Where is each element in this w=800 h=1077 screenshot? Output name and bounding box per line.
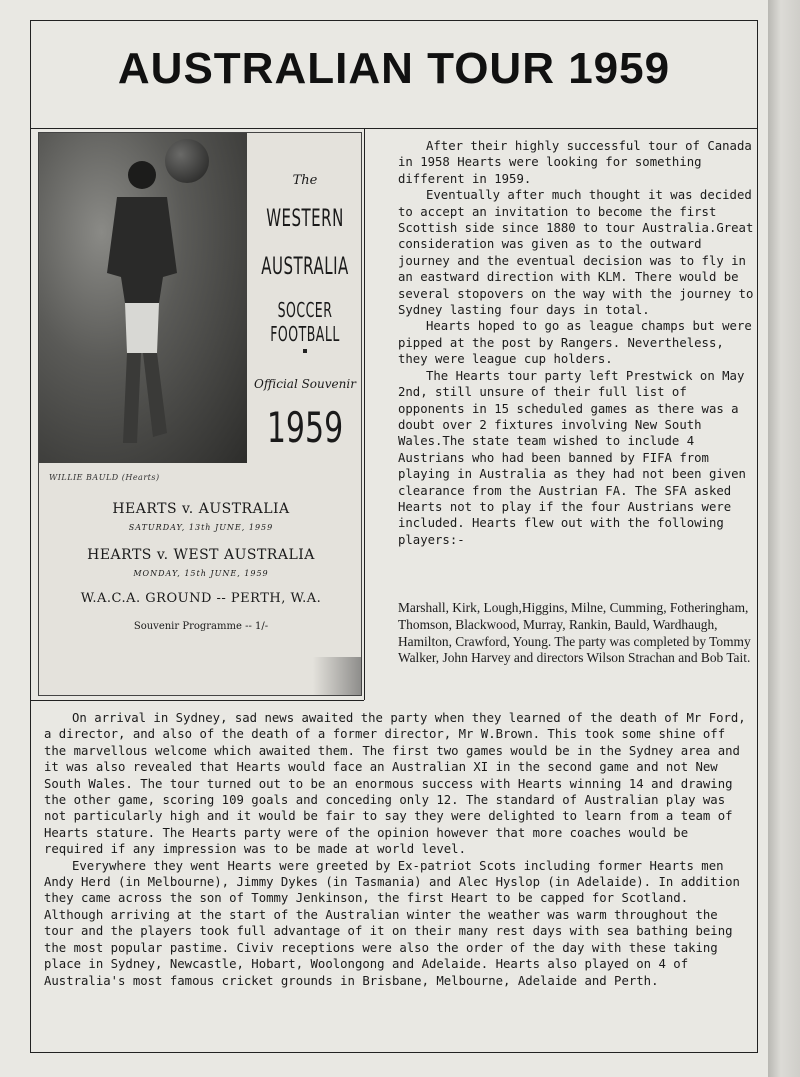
- player-photo: [39, 133, 247, 463]
- cover-match-1: HEARTS v. AUSTRALIA: [112, 501, 290, 517]
- paragraph: Everywhere they went Hearts were greeted by Ex-patriot Scots including former Hearts men Andy Herd (in Melbourne), Jimmy Dykes (in Tasmania) and Alec Hyslop (in Adelaide). In addition they came across the son of Tommy Jenkinson, the first Heart to be capped for Scotland. Although arriving at the start of the Australian winter the weather was warm throughout the tour and the players took full advantage of it on their many rest days with sea bathing being the most popular pastime. Civiv receptions were also the order of the day with these taking place in Sydney, Newcastle, Hobart, Woolongong and Adelaide. Hearts also played on 4 of Australia's most famous cricket grounds in Brisbane, Melbourne, Adelaide and Perth.: [44, 858, 740, 988]
- souvenir-programme-cover: [38, 132, 362, 696]
- cover-divider-horizontal: [30, 700, 364, 701]
- article-title: AUSTRALIAN TOUR 1959: [117, 44, 671, 93]
- cover-price: Souvenir Programme -- 1/-: [133, 621, 269, 632]
- paragraph: Eventually after much thought it was decided to accept an invitation to become the first Scottish side since 1880 to tour Australia.Great consideration was given as to the outward journey and the eventual decision was to fly in an eastward direction with KLM. There would be several stopovers on the way with the journey to Sydney lasting four days in total.: [398, 188, 754, 318]
- cover-date-2: MONDAY, 15th JUNE, 1959: [133, 569, 269, 578]
- photo-caption: WILLIE BAULD (Hearts): [49, 473, 160, 482]
- cover-bullet: [303, 349, 307, 353]
- cover-line-soccer: SOCCER FOOTBALL: [270, 298, 340, 346]
- bottom-text: [44, 710, 754, 989]
- player-silhouette-image: [97, 153, 187, 453]
- cover-divider-vertical: [364, 128, 365, 700]
- cover-official-souvenir: Official Souvenir: [254, 377, 356, 391]
- cover-the: The: [292, 173, 318, 188]
- cover-line-australia: AUSTRALIA: [261, 251, 349, 281]
- paragraph: On arrival in Sydney, sad news awaited the party when they learned of the death of Mr Ford, a director, and also of the death of a former director, Mr W.Brown. This took some shine off the marvellous welcome which awaited them. The first two games would be in the Sydney area and it was also revealed that Hearts would face an Australian XI in the second game and not New South Wales. The tour turned out to be an enormous success with Hearts winning 14 and drawing the other game, scoring 109 goals and conceding only 12. The standard of Australian play was not particularly high and it would be fair to say they were delighted to learn from a team of Hearts stature. The Hearts party were of the opinion however that more coaches would be required if any impression was to be made at world level.: [44, 711, 746, 857]
- players-list: Marshall, Kirk, Lough,Higgins, Milne, Cumming, Fotheringham, Thomson, Blackwood, Murray, Rankin, Bauld, Wardhaugh, Hamilton, Crawford, Young. The party was completed by Tommy Walker, John Harvey and directors Wilson Strachan and Bob Tait.: [398, 600, 751, 666]
- paragraph: After their highly successful tour of Canada in 1958 Hearts were looking for something different in 1959.: [398, 139, 752, 186]
- cover-ground: W.A.C.A. GROUND -- PERTH, W.A.: [80, 591, 322, 606]
- cover-match-2: HEARTS v. WEST AUSTRALIA: [87, 547, 315, 563]
- page-edge-shadow: [768, 0, 800, 1077]
- paragraph: Hearts hoped to go as league champs but were pipped at the post by Rangers. Nevertheless, they were league cup holders.: [398, 319, 752, 367]
- cover-damage-shading: [39, 657, 361, 695]
- cover-heading: [249, 133, 361, 463]
- cover-year: 1959: [266, 404, 344, 453]
- cover-line-western: WESTERN: [266, 203, 344, 233]
- paragraph: The Hearts tour party left Prestwick on May 2nd, still unsure of their full list of opponents in 15 scheduled games as there was a doubt over 2 fixtures involving New South Wales.The state team wished to include 4 Austrians who had been banned by FIFA from playing in Australia as they had not been given clearance from the Austrian FA. The SFA asked Hearts not to play if the four Austrians were included. Hearts flew out with the following players:-: [398, 368, 746, 547]
- cover-date-1: SATURDAY, 13th JUNE, 1959: [128, 523, 274, 532]
- right-column-text: [398, 138, 758, 548]
- title-divider: [30, 128, 758, 129]
